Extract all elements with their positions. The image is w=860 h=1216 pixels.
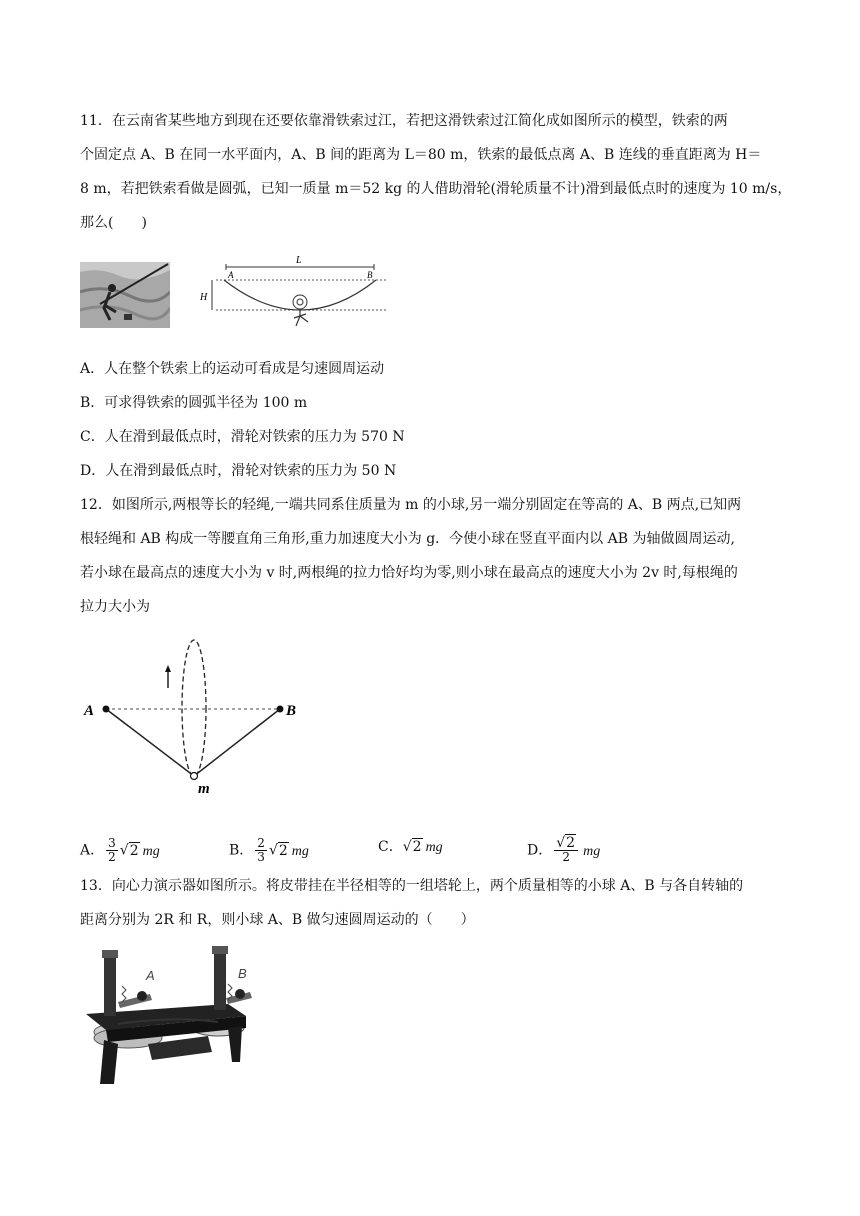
- option-label: C．: [378, 839, 403, 855]
- label-B: B: [367, 270, 373, 280]
- q13-text-line-1: 13．向心力演示器如图所示。将皮带挂在半径相等的一组塔轮上，两个质量相等的小球 A、B 与各自转轴的: [80, 878, 744, 894]
- q12-text-line-2: 根轻绳和 AB 构成一等腰直角三角形,重力加速度大小为 g．今使小球在竖直平面内以 AB 为轴做圆周运动,: [80, 531, 735, 547]
- q12-option-b: B． $\frac{2}{3}$ √2 mg: [229, 836, 309, 864]
- q12-text-line-4: 拉力大小为: [80, 599, 150, 615]
- option-label: A．: [80, 842, 105, 859]
- q12-option-a: A． $\frac{3}{2}$ √2 mg: [80, 836, 160, 864]
- q12-option-c: C．√2 mg: [378, 839, 443, 855]
- label-m: m: [198, 781, 210, 797]
- label-A: A: [84, 703, 95, 719]
- q11-text-line-2: 个固定点 A、B 在同一水平面内，A、B 间的距离为 L＝80 m，铁索的最低点离 A、B 连线的垂直距离为 H＝: [80, 147, 762, 163]
- q12-text-line-3: 若小球在最高点的速度大小为 v 时,两根绳的拉力恰好均为零,则小球在最高点的速度大小为 2v 时,每根绳的: [80, 565, 738, 581]
- zipline-diagram: [196, 256, 396, 336]
- sqrt: √2: [402, 839, 422, 855]
- fraction: $\frac{√2}{2}$: [554, 837, 578, 864]
- option-label: B．: [229, 842, 254, 859]
- label-A: A: [228, 270, 234, 280]
- q13-text-line-2: 距离分别为 2R 和 R，则小球 A、B 做匀速圆周运动的（ ）: [80, 912, 475, 928]
- fraction: $\frac{3}{2}$: [108, 836, 116, 864]
- label-B: B: [238, 966, 247, 981]
- q11-option-c: C．人在滑到最低点时，滑轮对铁索的压力为 570 N: [80, 429, 405, 445]
- q12-option-d: D． $\frac{√2}{2}$ mg: [527, 835, 601, 864]
- zipline-photo: [80, 262, 170, 328]
- option-label: D．: [527, 842, 553, 859]
- sqrt: √2: [268, 842, 288, 859]
- sqrt: √2: [119, 842, 139, 859]
- label-H: H: [200, 292, 208, 303]
- q12-text-line-1: 12．如图所示,两根等长的轻绳,一端共同系住质量为 m 的小球,另一端分别固定在等高的 A、B 两点,已知两: [80, 497, 742, 513]
- centripetal-demonstrator-photo: [78, 944, 254, 1090]
- fraction: $\frac{2}{3}$: [257, 836, 265, 864]
- sqrt: √2: [556, 835, 576, 851]
- label-L: L: [296, 256, 302, 266]
- q11-option-a: A．人在整个铁索上的运动可看成是匀速圆周运动: [80, 361, 385, 377]
- q11-text-line-3: 8 m，若把铁索看做是圆弧，已知一质量 m＝52 kg 的人借助滑轮(滑轮质量不计)滑到最低点时的速度为 10 m/s，: [80, 181, 792, 197]
- q11-option-b: B．可求得铁索的圆弧半径为 100 m: [80, 395, 308, 411]
- q11-text-line-4: 那么( ): [80, 215, 147, 231]
- label-A: A: [146, 968, 155, 983]
- label-B: B: [286, 703, 297, 719]
- q11-option-d: D．人在滑到最低点时，滑轮对铁索的压力为 50 N: [80, 463, 397, 479]
- q11-text-line-1: 11．在云南省某些地方到现在还要依靠滑铁索过江，若把这滑铁索过江简化成如图所示的模型，铁索的两: [80, 113, 728, 129]
- rope-circle-diagram: [82, 630, 312, 800]
